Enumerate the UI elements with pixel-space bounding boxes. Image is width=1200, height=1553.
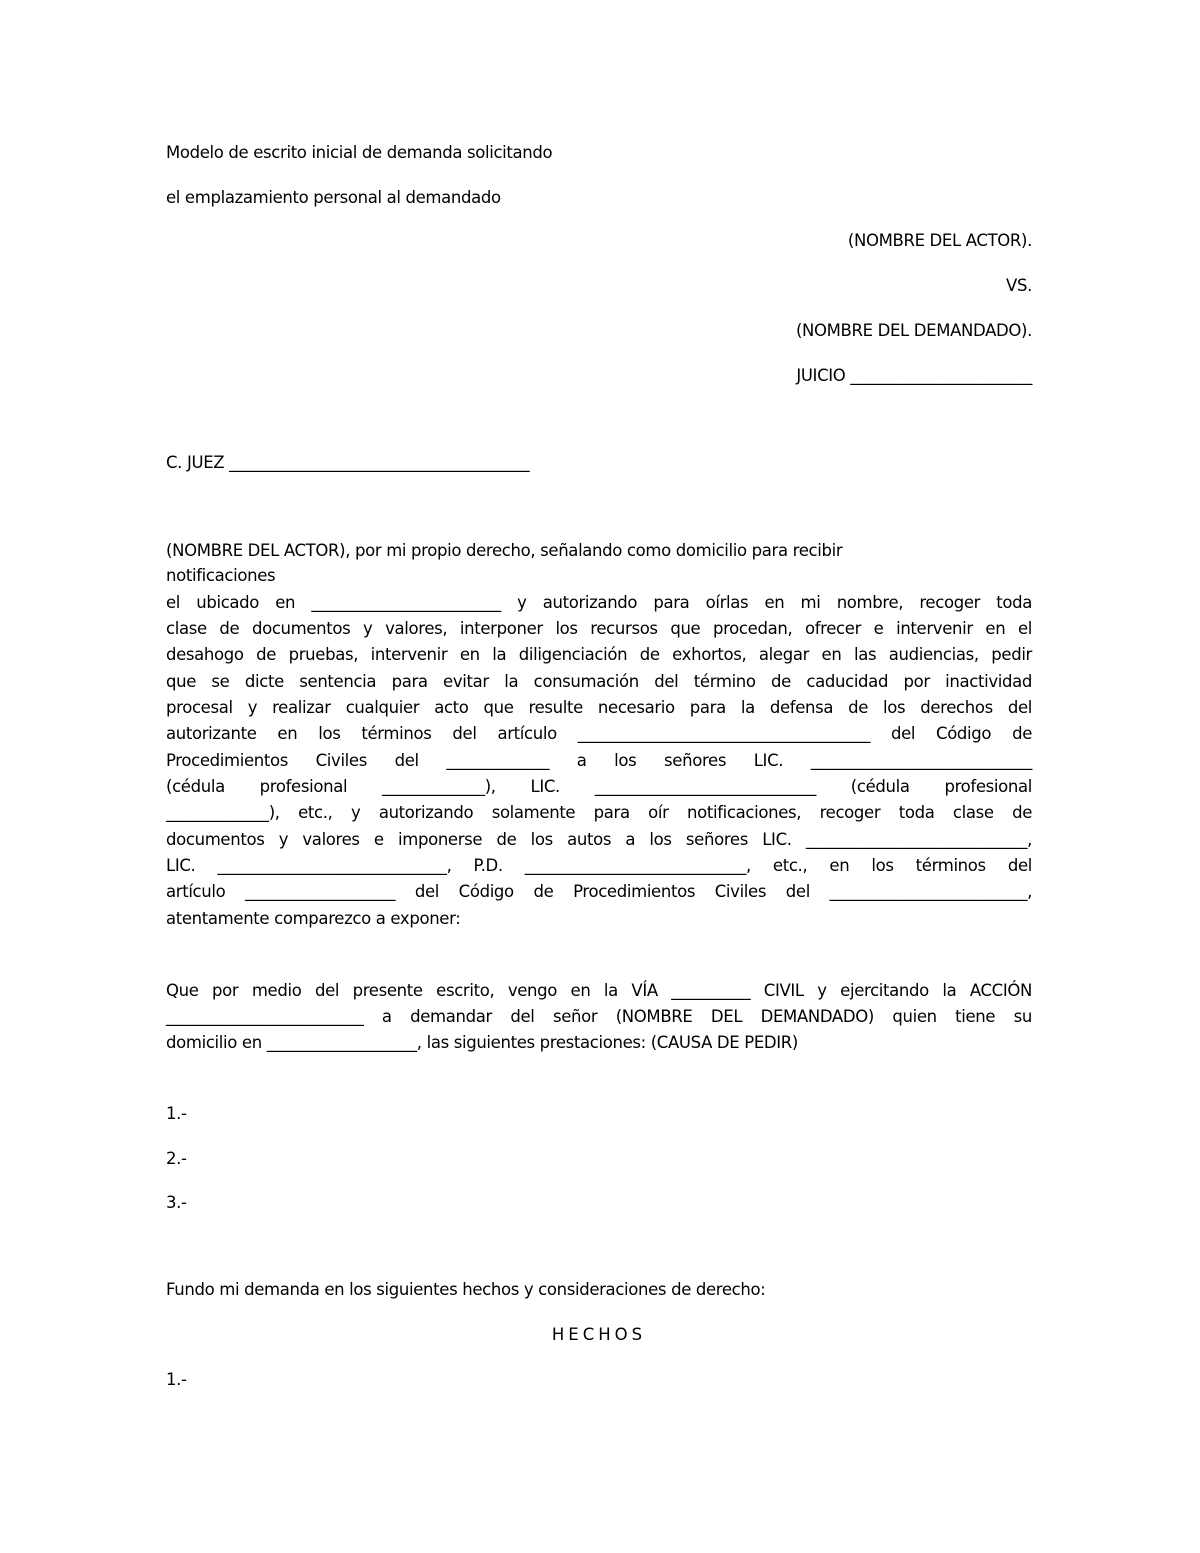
intro-line: que se dicte sentencia para evitar la consumación del término de caducidad por inactividad (166, 672, 1032, 691)
caption-actor: (NOMBRE DEL ACTOR). (847, 231, 1032, 250)
document-title-line-2: el emplazamiento personal al demandado (166, 188, 501, 207)
intro-line: (NOMBRE DEL ACTOR), por mi propio derecho, señalando como domicilio para recibir (166, 541, 843, 560)
claim-line: domicilio en ___________________, las siguientes prestaciones: (CAUSA DE PEDIR) (166, 1033, 798, 1052)
caption-juicio: JUICIO _______________________ (796, 366, 1032, 385)
claim-line: Que por medio del presente escrito, vengo en la VÍA __________ CIVIL y ejercitando la ACCIÓN (166, 981, 1032, 1000)
intro-line: LIC. _____________________________, P.D. ____________________________, etc., en los términos del (166, 856, 1032, 875)
document-title-line-1: Modelo de escrito inicial de demanda solicitando (166, 143, 553, 162)
claim-line: _________________________ a demandar del señor (NOMBRE DEL DEMANDADO) quien tiene su (166, 1007, 1032, 1026)
intro-line: atentamente comparezco a exponer: (166, 909, 461, 928)
intro-line: el ubicado en ________________________ y autorizando para oírlas en mi nombre, recoger toda (166, 593, 1032, 612)
fundamento-text: Fundo mi demanda en los siguientes hechos y consideraciones de derecho: (166, 1280, 766, 1299)
caption-demandado: (NOMBRE DEL DEMANDADO). (795, 321, 1032, 340)
intro-line: documentos y valores e imponerse de los autos a los señores LIC. ____________________________, (166, 830, 1032, 849)
addressee-juez: C. JUEZ ______________________________________ (166, 453, 530, 472)
hechos-heading: HECHOS (551, 1325, 647, 1344)
intro-line: Procedimientos Civiles del _____________ a los señores LIC. ____________________________ (166, 751, 1032, 770)
caption-vs: VS. (1006, 276, 1032, 295)
intro-line: artículo ___________________ del Código de Procedimientos Civiles del _________________________, (166, 882, 1032, 901)
intro-line: procesal y realizar cualquier acto que resulte necesario para la defensa de los derechos del (166, 698, 1032, 717)
prestacion-item: 1.- (166, 1104, 187, 1123)
hecho-item: 1.- (166, 1370, 187, 1389)
intro-line: _____________), etc., y autorizando solamente para oír notificaciones, recoger toda clase de (166, 803, 1032, 822)
intro-line: autorizante en los términos del artículo _____________________________________ del Código de (166, 724, 1032, 743)
intro-line: notificaciones (166, 566, 276, 585)
prestacion-item: 2.- (166, 1149, 187, 1168)
prestacion-item: 3.- (166, 1193, 187, 1212)
intro-line: (cédula profesional _____________), LIC. ____________________________ (cédula profesional (166, 777, 1032, 796)
intro-line: clase de documentos y valores, interponer los recursos que procedan, ofrecer e intervenir en el (166, 619, 1032, 638)
intro-line: desahogo de pruebas, intervenir en la diligenciación de exhortos, alegar en las audiencias, pedir (166, 645, 1032, 664)
